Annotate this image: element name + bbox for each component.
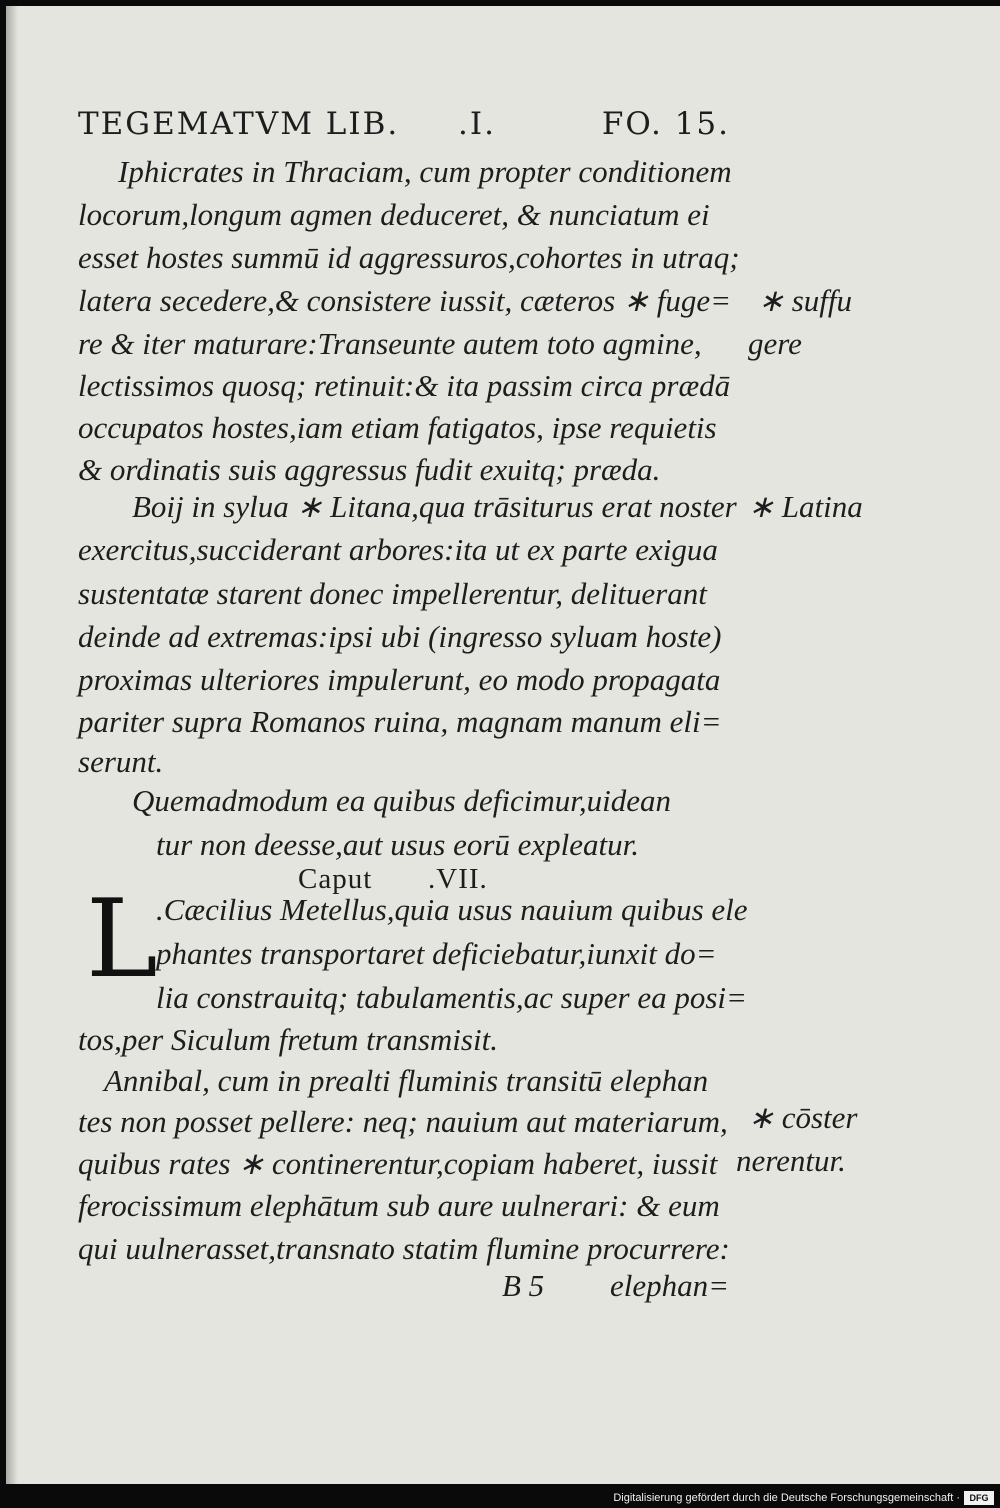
text-line: sustentatæ starent donec impellerentur, delituerant — [78, 576, 707, 611]
catchword: elephan= — [610, 1268, 730, 1303]
text-line: .Cæcilius Metellus,quia usus nauium quibus ele — [156, 892, 748, 927]
text-line: phantes transportaret deficiebatur,iunxit do= — [156, 936, 717, 971]
caput-label: Caput — [298, 863, 373, 895]
drop-capital: L — [86, 877, 158, 1002]
text-line: deinde ad extremas:ipsi ubi (ingresso syluam hoste) — [78, 619, 722, 654]
text-line: exercitus,succiderant arbores:ita ut ex parte exigua — [78, 532, 718, 567]
book-page — [6, 6, 1000, 1484]
text-line: re & iter maturare:Transeunte autem toto agmine, — [78, 326, 702, 361]
text-line: & ordinatis suis aggressus fudit exuitq; præda. — [78, 452, 661, 487]
text-line: serunt. — [78, 744, 164, 779]
text-line: Iphicrates in Thraciam, cum propter conditionem — [118, 154, 732, 189]
text-line: lia constrauitq; tabulamentis,ac super ea posi= — [156, 980, 747, 1015]
margin-note: nerentur. — [736, 1143, 846, 1178]
digitization-footer — [0, 1484, 1000, 1508]
margin-note: ∗ Latina — [748, 489, 863, 524]
page-spine-shadow — [6, 6, 18, 1484]
caput-number: .VII. — [428, 863, 488, 895]
text-line: tos,per Siculum fretum transmisit. — [78, 1022, 498, 1057]
header-chapter: .I. — [458, 106, 496, 142]
text-line: qui uulnerasset,transnato statim flumine procurrere: — [78, 1231, 730, 1266]
running-header — [78, 106, 730, 142]
text-line: occupatos hostes,iam etiam fatigatos, ipse requietis — [78, 410, 717, 445]
footer-credit-text: Digitalisierung gefördert durch die Deutsche Forschungsgemeinschaft · — [613, 1492, 960, 1504]
chapter-heading-line: tur non deesse,aut usus eorū expleatur. — [156, 827, 640, 862]
text-line: esset hostes summū id aggressuros,cohortes in utraq; — [78, 240, 740, 275]
text-line: ferocissimum elephātum sub aure uulnerari: & eum — [78, 1188, 720, 1223]
text-line: proximas ulteriores impulerunt, eo modo propagata — [78, 662, 721, 697]
text-line: lectissimos quosq; retinuit:& ita passim circa prædā — [78, 368, 731, 403]
header-book-title: TEGEMATVM LIB. — [78, 106, 400, 142]
margin-note: ∗ cōster — [748, 1100, 858, 1135]
text-line: Annibal, cum in prealti fluminis transitū elephan — [104, 1063, 709, 1098]
text-line: latera secedere,& consistere iussit, cæteros ∗ fuge= — [78, 283, 731, 318]
margin-note: gere — [748, 326, 802, 361]
margin-note: ∗ suffu — [758, 283, 853, 318]
text-line: locorum,longum agmen deduceret, & nunciatum ei — [78, 197, 710, 232]
text-line: tes non posset pellere: neq; nauium aut materiarum, — [78, 1104, 728, 1139]
header-folio: FO. 15. — [601, 106, 730, 142]
dfg-logo-icon: DFG — [964, 1491, 994, 1505]
text-line: Boij in sylua ∗ Litana,qua trāsiturus erat noster — [132, 489, 737, 524]
text-line: quibus rates ∗ continerentur,copiam haberet, iussit — [78, 1146, 718, 1181]
chapter-heading-line: Quemadmodum ea quibus deficimur,uidean — [132, 783, 671, 818]
signature-mark: B 5 — [502, 1268, 545, 1303]
text-line: pariter supra Romanos ruina, magnam manum eli= — [78, 704, 722, 739]
